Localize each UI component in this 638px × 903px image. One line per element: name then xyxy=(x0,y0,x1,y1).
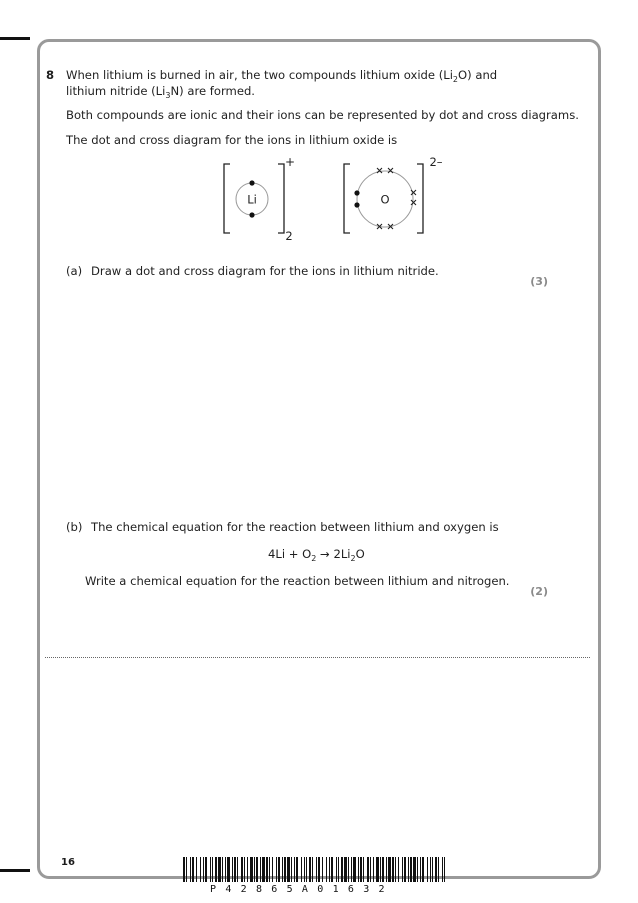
o-charge: 2– xyxy=(429,155,443,169)
part-a-answer-space[interactable] xyxy=(60,295,580,505)
question-number: 8 xyxy=(46,68,55,82)
part-b-instruction: Write a chemical equation for the reaction between lithium and nitrogen. xyxy=(85,574,510,588)
barcode xyxy=(183,857,445,882)
part-a-marks: (3) xyxy=(530,275,548,288)
barcode-text: P42865A01632 xyxy=(210,884,394,895)
page-number: 16 xyxy=(61,857,75,868)
registration-mark-top xyxy=(0,37,30,40)
o-symbol: O xyxy=(380,192,390,207)
oxygen-equation: $4Li + O_2 \to 2Li_2O$ xyxy=(268,547,365,563)
answer-line[interactable] xyxy=(45,657,590,658)
part-a-question: Draw a dot and cross diagram for the ions in lithium nitride. xyxy=(91,264,439,278)
part-b-marks: (2) xyxy=(530,585,548,598)
li-count: 2 xyxy=(285,229,293,243)
part-a-label: (a) xyxy=(66,264,83,278)
part-b-label: (b) xyxy=(66,520,83,534)
li-symbol: Li xyxy=(247,192,257,207)
intro-line-1: When lithium is burned in air, the two compounds lithium oxide $(Li_2O)$ and xyxy=(66,68,498,84)
li-charge: + xyxy=(284,155,296,169)
registration-mark-bottom xyxy=(0,869,30,872)
intro-paragraph-2: Both compounds are ionic and their ions can be represented by dot and cross diagrams. xyxy=(66,108,579,122)
intro-line-2: lithium nitride $(Li_3N)$ are formed. xyxy=(66,84,255,100)
part-b-question: The chemical equation for the reaction between lithium and oxygen is xyxy=(91,520,499,534)
intro-paragraph-3: The dot and cross diagram for the ions in lithium oxide is xyxy=(66,133,398,147)
